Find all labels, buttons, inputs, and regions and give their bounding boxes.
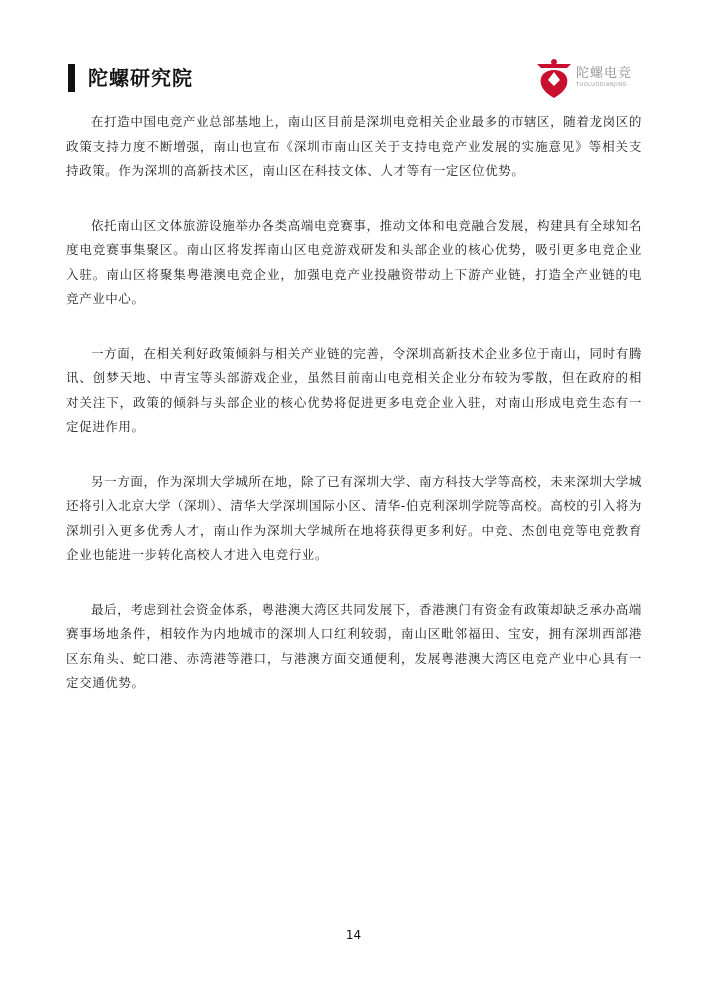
logo-en-text: TUOLUODIANJING bbox=[576, 82, 627, 88]
paragraph: 最后，考虑到社会资金体系，粤港澳大湾区共同发展下，香港澳门有资金有政策却缺乏承办高端赛事场地条件，相较作为内地城市的深圳人口红利较弱，南山区毗邻福田、宝安，拥有深圳西部港区东角头、蛇口港、赤湾港等港口，与港澳方面交通便利，发展粤港澳大湾区电竞产业中心具有一定交通优势。 bbox=[66, 601, 642, 690]
header-accent-bar bbox=[68, 64, 75, 92]
article-body bbox=[66, 110, 642, 726]
paragraph: 依托南山区文体旅游设施举办各类高端电竞赛事，推动文体和电竞融合发展，构建具有全球知名度电竞赛事集聚区。南山区将发挥南山区电竞游戏研发和头部企业的核心优势，吸引更多电竞企业入驻。南山区将聚集粤港澳电竞企业，加强电竞产业投融资带动上下游产业链，打造全产业链的电竞产业中心。 bbox=[66, 217, 642, 306]
tuoluo-logo-icon bbox=[533, 56, 575, 100]
paragraph: 另一方面，作为深圳大学城所在地，除了已有深圳大学、南方科技大学等高校，未来深圳大学城还将引入北京大学（深圳）、清华大学深圳国际小区、清华-伯克利深圳学院等高校。高校的引入将为深圳引入更多优秀人才，南山作为深圳大学城所在地将获得更多利好。中竞、杰创电竞等电竞教育企业也能进一步转化高校人才进入电竞行业。 bbox=[66, 473, 642, 562]
paragraph: 在打造中国电竞产业总部基地上，南山区目前是深圳电竞相关企业最多的市辖区，随着龙岗区的政策支持力度不断增强，南山也宣布《深圳市南山区关于支持电竞产业发展的实施意见》等相关支持政策。作为深圳的高新技术区，南山区在科技文体、人才等有一定区位优势。 bbox=[66, 114, 642, 178]
brand-logo bbox=[533, 56, 643, 100]
page-header bbox=[68, 62, 643, 102]
logo-cn-text: 陀螺电竞 bbox=[576, 66, 633, 81]
page-number: 14 bbox=[345, 928, 362, 942]
paragraph: 一方面，在相关利好政策倾斜与相关产业链的完善，令深圳高新技术企业多位于南山，同时有腾讯、创梦天地、中青宝等头部游戏企业，虽然目前南山电竞相关企业分布较为零散，但在政府的相对关注下，政策的倾斜与头部企业的核心优势将促进更多电竞企业入驻，对南山形成电竞生态有一定促进作用。 bbox=[66, 345, 642, 434]
header-title: 陀螺研究院 bbox=[88, 66, 193, 90]
